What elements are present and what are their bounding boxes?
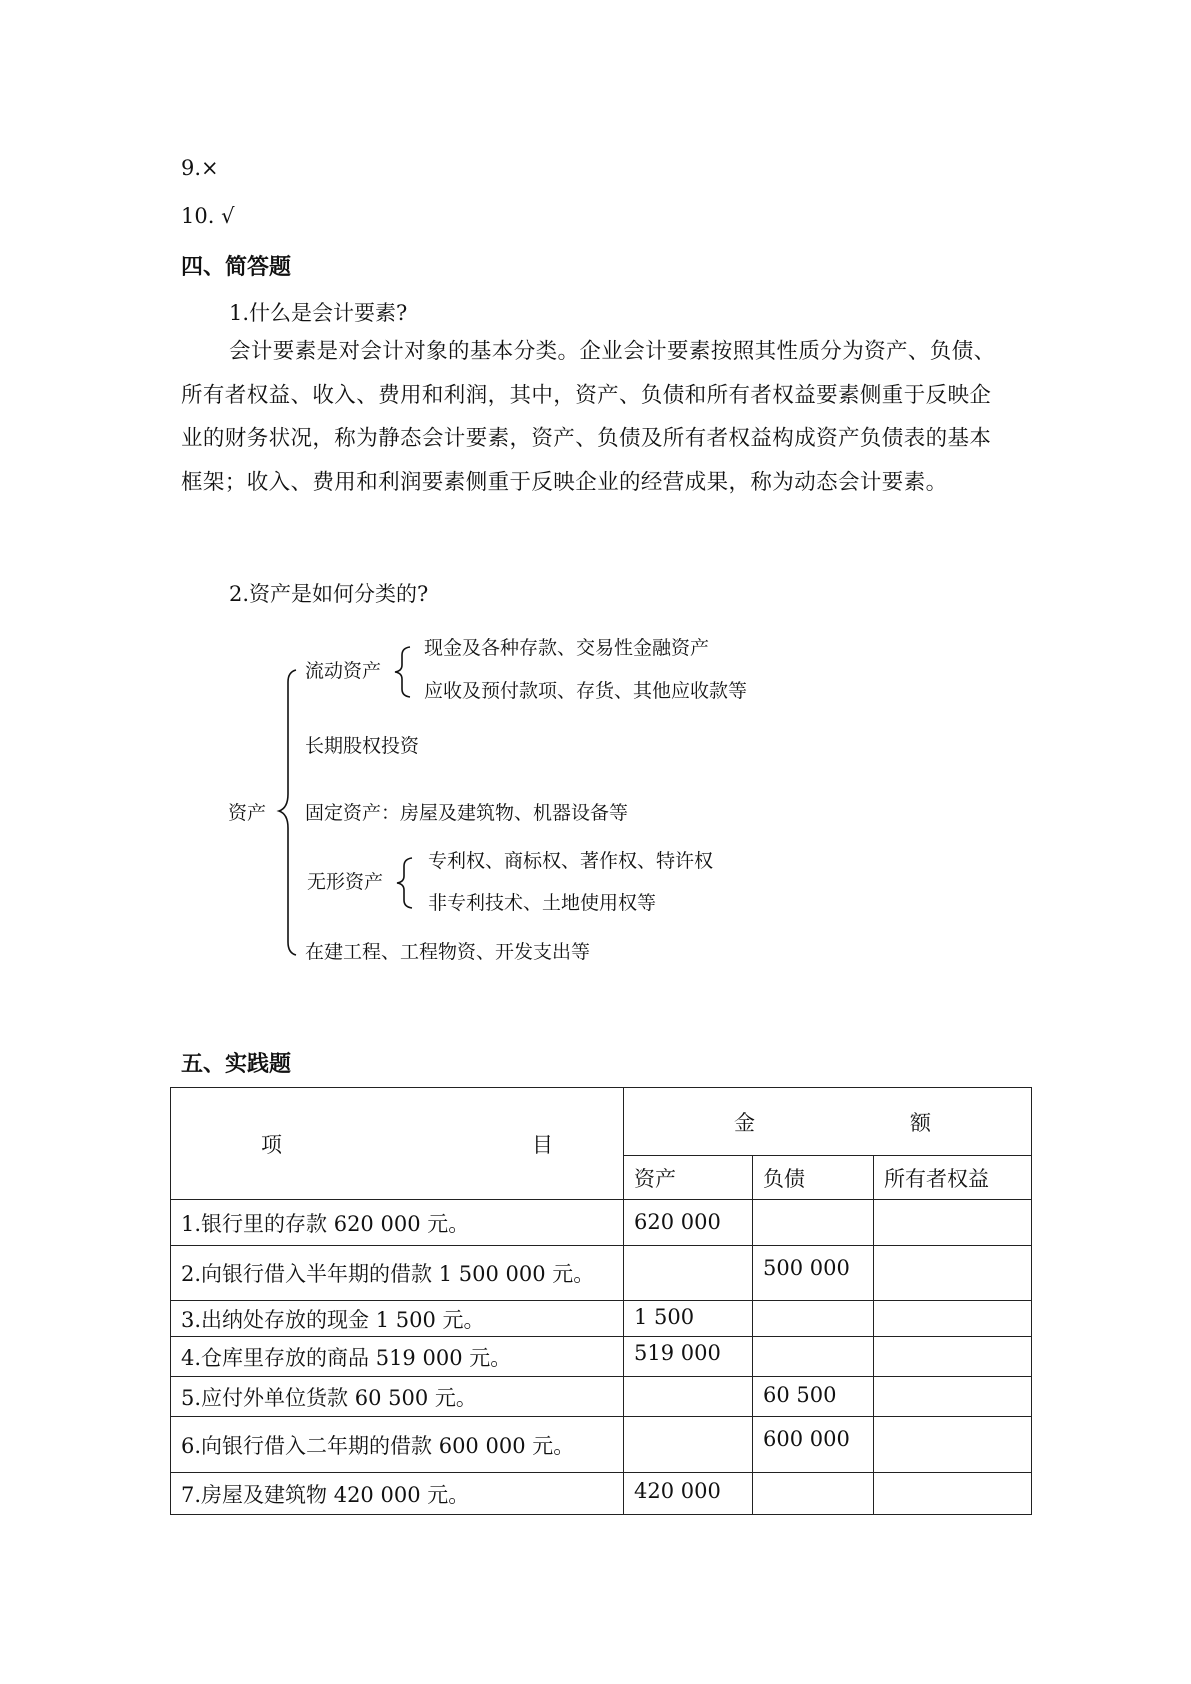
row-equity — [874, 1377, 1032, 1417]
row-equity — [874, 1473, 1032, 1515]
main-brace — [276, 668, 306, 958]
section-4-title: 四、简答题 — [181, 254, 292, 280]
section-5-title: 五、实践题 — [181, 1051, 292, 1077]
table-row — [171, 1246, 1032, 1301]
diagram-current-assets-item-2: 应收及预付款项、存货、其他应收款等 — [424, 680, 748, 702]
diagram-current-assets: 流动资产 — [305, 660, 382, 682]
header-equity: 所有者权益 — [874, 1156, 1032, 1200]
row-liability: 600 000 — [753, 1417, 874, 1473]
row-item: 2.向银行借入半年期的借款 1 500 000 元。 — [171, 1246, 624, 1301]
row-liability — [753, 1200, 874, 1246]
diagram-long-term-equity: 长期股权投资 — [305, 735, 420, 757]
diagram-current-assets-item-1: 现金及各种存款、交易性金融资产 — [424, 637, 710, 659]
header-item-right: 目 — [532, 1132, 553, 1157]
diagram-fixed-assets: 固定资产：房屋及建筑物、机器设备等 — [305, 802, 629, 824]
row-asset: 620 000 — [624, 1200, 753, 1246]
row-asset — [624, 1377, 753, 1417]
table-row — [171, 1417, 1032, 1473]
table-row — [171, 1337, 1032, 1377]
intangible-assets-brace — [394, 856, 418, 910]
header-item-cell — [171, 1088, 624, 1200]
header-amount-cell — [624, 1088, 1032, 1156]
row-item: 6.向银行借入二年期的借款 600 000 元。 — [171, 1417, 624, 1473]
row-liability — [753, 1473, 874, 1515]
question-2: 2.资产是如何分类的? — [229, 582, 429, 606]
row-liability — [753, 1337, 874, 1377]
row-liability: 500 000 — [753, 1246, 874, 1301]
row-item: 4.仓库里存放的商品 519 000 元。 — [171, 1337, 624, 1377]
row-asset: 519 000 — [624, 1337, 753, 1377]
row-item: 3.出纳处存放的现金 1 500 元。 — [171, 1301, 624, 1337]
row-asset: 420 000 — [624, 1473, 753, 1515]
table-row — [171, 1473, 1032, 1515]
table-row — [171, 1200, 1032, 1246]
current-assets-brace — [392, 645, 416, 699]
header-amount-left: 金 — [734, 1110, 755, 1135]
row-equity — [874, 1301, 1032, 1337]
table-row — [171, 1301, 1032, 1337]
table-header-row-1 — [171, 1088, 1032, 1156]
row-liability — [753, 1301, 874, 1337]
row-liability: 60 500 — [753, 1377, 874, 1417]
practice-table — [170, 1087, 1032, 1515]
diagram-intangible-assets-item-1: 专利权、商标权、著作权、特许权 — [428, 850, 714, 872]
row-item: 1.银行里的存款 620 000 元。 — [171, 1200, 624, 1246]
header-item-left: 项 — [261, 1132, 282, 1157]
answer-item-10: 10. √ — [181, 204, 235, 228]
row-equity — [874, 1246, 1032, 1301]
header-amount-right: 额 — [910, 1110, 932, 1135]
diagram-intangible-assets-item-2: 非专利技术、土地使用权等 — [428, 892, 657, 914]
answer-item-9: 9.× — [181, 156, 219, 180]
row-asset — [624, 1246, 753, 1301]
header-asset: 资产 — [624, 1156, 753, 1200]
row-item: 7.房屋及建筑物 420 000 元。 — [171, 1473, 624, 1515]
diagram-construction: 在建工程、工程物资、开发支出等 — [305, 941, 591, 963]
header-liability: 负债 — [753, 1156, 874, 1200]
row-equity — [874, 1337, 1032, 1377]
row-asset: 1 500 — [624, 1301, 753, 1337]
table-row — [171, 1377, 1032, 1417]
row-equity — [874, 1417, 1032, 1473]
question-1: 1.什么是会计要素? — [229, 301, 408, 325]
row-item: 5.应付外单位货款 60 500 元。 — [171, 1377, 624, 1417]
row-asset — [624, 1417, 753, 1473]
row-equity — [874, 1200, 1032, 1246]
answer-1-paragraph: 会计要素是对会计对象的基本分类。企业会计要素按照其性质分为资产、负债、所有者权益、收入、费用和利润，其中，资产、负债和所有者权益要素侧重于反映企业的财务状况，称为静态会计要素，资产、负债及所有者权益构成资产负债表的基本框架；收入、费用和利润要素侧重于反映企业的经营成果，称为动态会计要素。 — [181, 339, 996, 495]
diagram-intangible-assets: 无形资产 — [307, 871, 384, 893]
diagram-root-assets: 资产 — [228, 802, 267, 824]
